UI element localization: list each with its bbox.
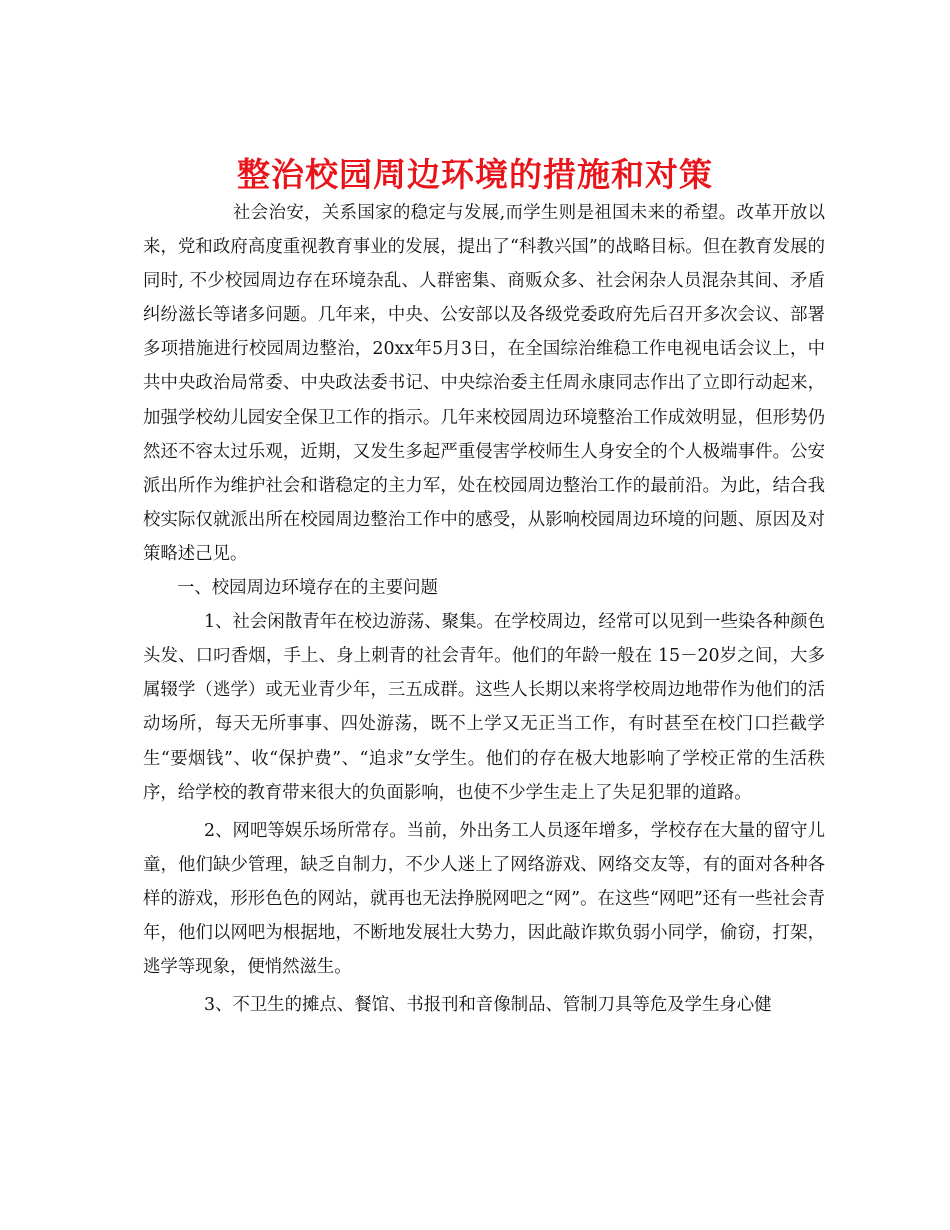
- paragraph-item-1: 1、社会闲散青年在校边游荡、聚集。在学校周边，经常可以见到一些染各种颜色头发、口叼香烟，手上、身上刺青的社会青年。他们的年龄一般在 15－20岁之间，大多属辍学（逃学）或无业青少年，三五成群。这些人长期以来将学校周边地带作为他们的活动场所，每天无所事事、四处游荡，既不上学又无正当工作，有时甚至在校门口拦截学生“要烟钱”、收“保护费”、“追求”女学生。他们的存在极大地影响了学校正常的生活秩序，给学校的教育带来很大的负面影响，也使不少学生走上了失足犯罪的道路。: [143, 612, 825, 803]
- document-title: 整治校园周边环境的措施和对策: [237, 155, 713, 195]
- section-heading: 一、校园周边环境存在的主要问题: [177, 578, 438, 599]
- paragraph-intro: 社会治安，关系国家的稳定与发展,而学生则是祖国未来的希望。改革开放以来，党和政府高度重视教育事业的发展，提出了“科教兴国”的战略目标。但在教育发展的同时, 不少校园周边存在环境杂乱、人群密集、商贩众多、社会闲杂人员混杂其间、矛盾纠纷滋长等诸多问题。几年来，中央、公安部以及各级党委政府先后召开多次会议、部署多项措施进行校园周边整治，20xx年5月3日，在全国综治维稳工作电视电话会议上，中共中央政治局常委、中央政法委书记、中央综治委主任周永康同志作出了立即行动起来，加强学校幼儿园安全保卫工作的指示。几年来校园周边环境整治工作成效明显，但形势仍然还不容太过乐观，近期，又发生多起严重侵害学校师生人身安全的个人极端事件。公安派出所作为维护社会和谐稳定的主力军，处在校园周边整治工作的最前沿。为此，结合我校实际仅就派出所在校园周边整治工作中的感受，从影响校园周边环境的问题、原因及对策略述己见。: [143, 203, 825, 564]
- paragraph-item-3: 3、不卫生的摊点、餐馆、书报刊和音像制品、管制刀具等危及学生身心健: [204, 995, 772, 1016]
- paragraph-item-2: 2、网吧等娱乐场所常存。当前，外出务工人员逐年增多，学校存在大量的留守儿童，他们缺少管理，缺乏自制力，不少人迷上了网络游戏、网络交友等，有的面对各种各样的游戏，形形色色的网站，就再也无法挣脱网吧之“网”。在这些“网吧”还有一些社会青年，他们以网吧为根据地，不断地发展壮大势力，因此敲诈欺负弱小同学，偷窃，打架，逃学等现象，便悄然滋生。: [143, 820, 825, 978]
- document-body: [143, 196, 825, 1022]
